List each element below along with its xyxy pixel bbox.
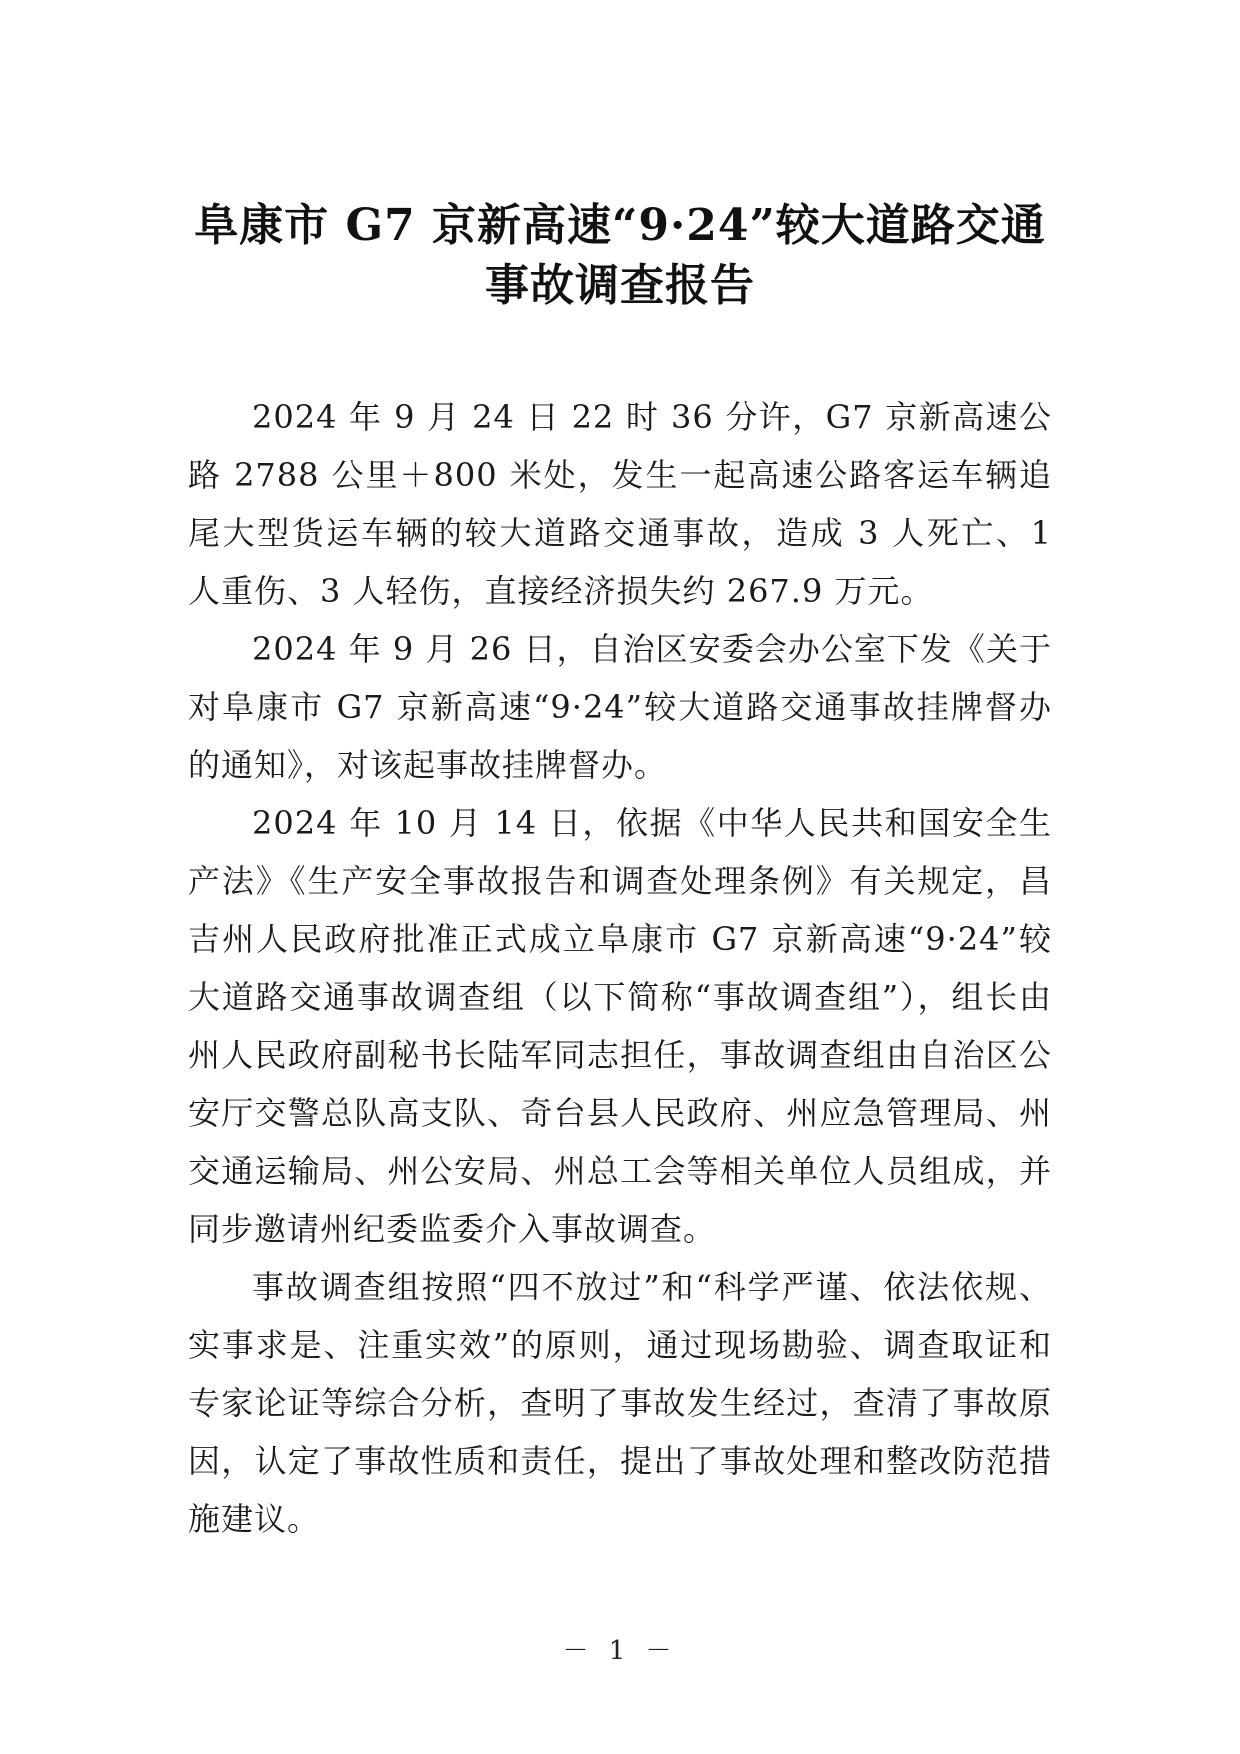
document-body [188, 388, 1052, 1548]
document-title [140, 196, 1100, 316]
paragraph-investigation-team: 2024 年 10 月 14 日，依据《中华人民共和国安全生产法》《生产安全事故报告和调查处理条例》有关规定，昌吉州人民政府批准正式成立阜康市 G7 京新高速“9·24”较大道路交通事故调查组（以下简称“事故调查组”），组长由州人民政府副秘书长陆军同志担任，事故调查组由自治区公安厅交警总队高支队、奇台县人民政府、州应急管理局、州交通运输局、州公安局、州总工会等相关单位人员组成，并同步邀请州纪委监委介入事故调查。 [188, 804, 1052, 1248]
title-line-1: 阜康市 G7 京新高速“9·24”较大道路交通 [194, 200, 1046, 251]
title-line-2: 事故调查报告 [485, 260, 755, 311]
paragraph-incident-summary: 2024 年 9 月 24 日 22 时 36 分许，G7 京新高速公路 2788 公里＋800 米处，发生一起高速公路客运车辆追尾大型货运车辆的较大道路交通事故，造成 3 人死亡、1 人重伤、3 人轻伤，直接经济损失约 267.9 万元。 [188, 398, 1052, 610]
paragraph-investigation-principles: 事故调查组按照“四不放过”和“科学严谨、依法依规、实事求是、注重实效”的原则，通过现场勘验、调查取证和专家论证等综合分析，查明了事故发生经过，查清了事故原因，认定了事故性质和责任，提出了事故处理和整改防范措施建议。 [188, 1268, 1052, 1538]
paragraph-supervision-notice: 2024 年 9 月 26 日，自治区安委会办公室下发《关于对阜康市 G7 京新高速“9·24”较大道路交通事故挂牌督办的通知》，对该起事故挂牌督办。 [188, 630, 1052, 784]
page-number: － 1 － [562, 1636, 678, 1666]
